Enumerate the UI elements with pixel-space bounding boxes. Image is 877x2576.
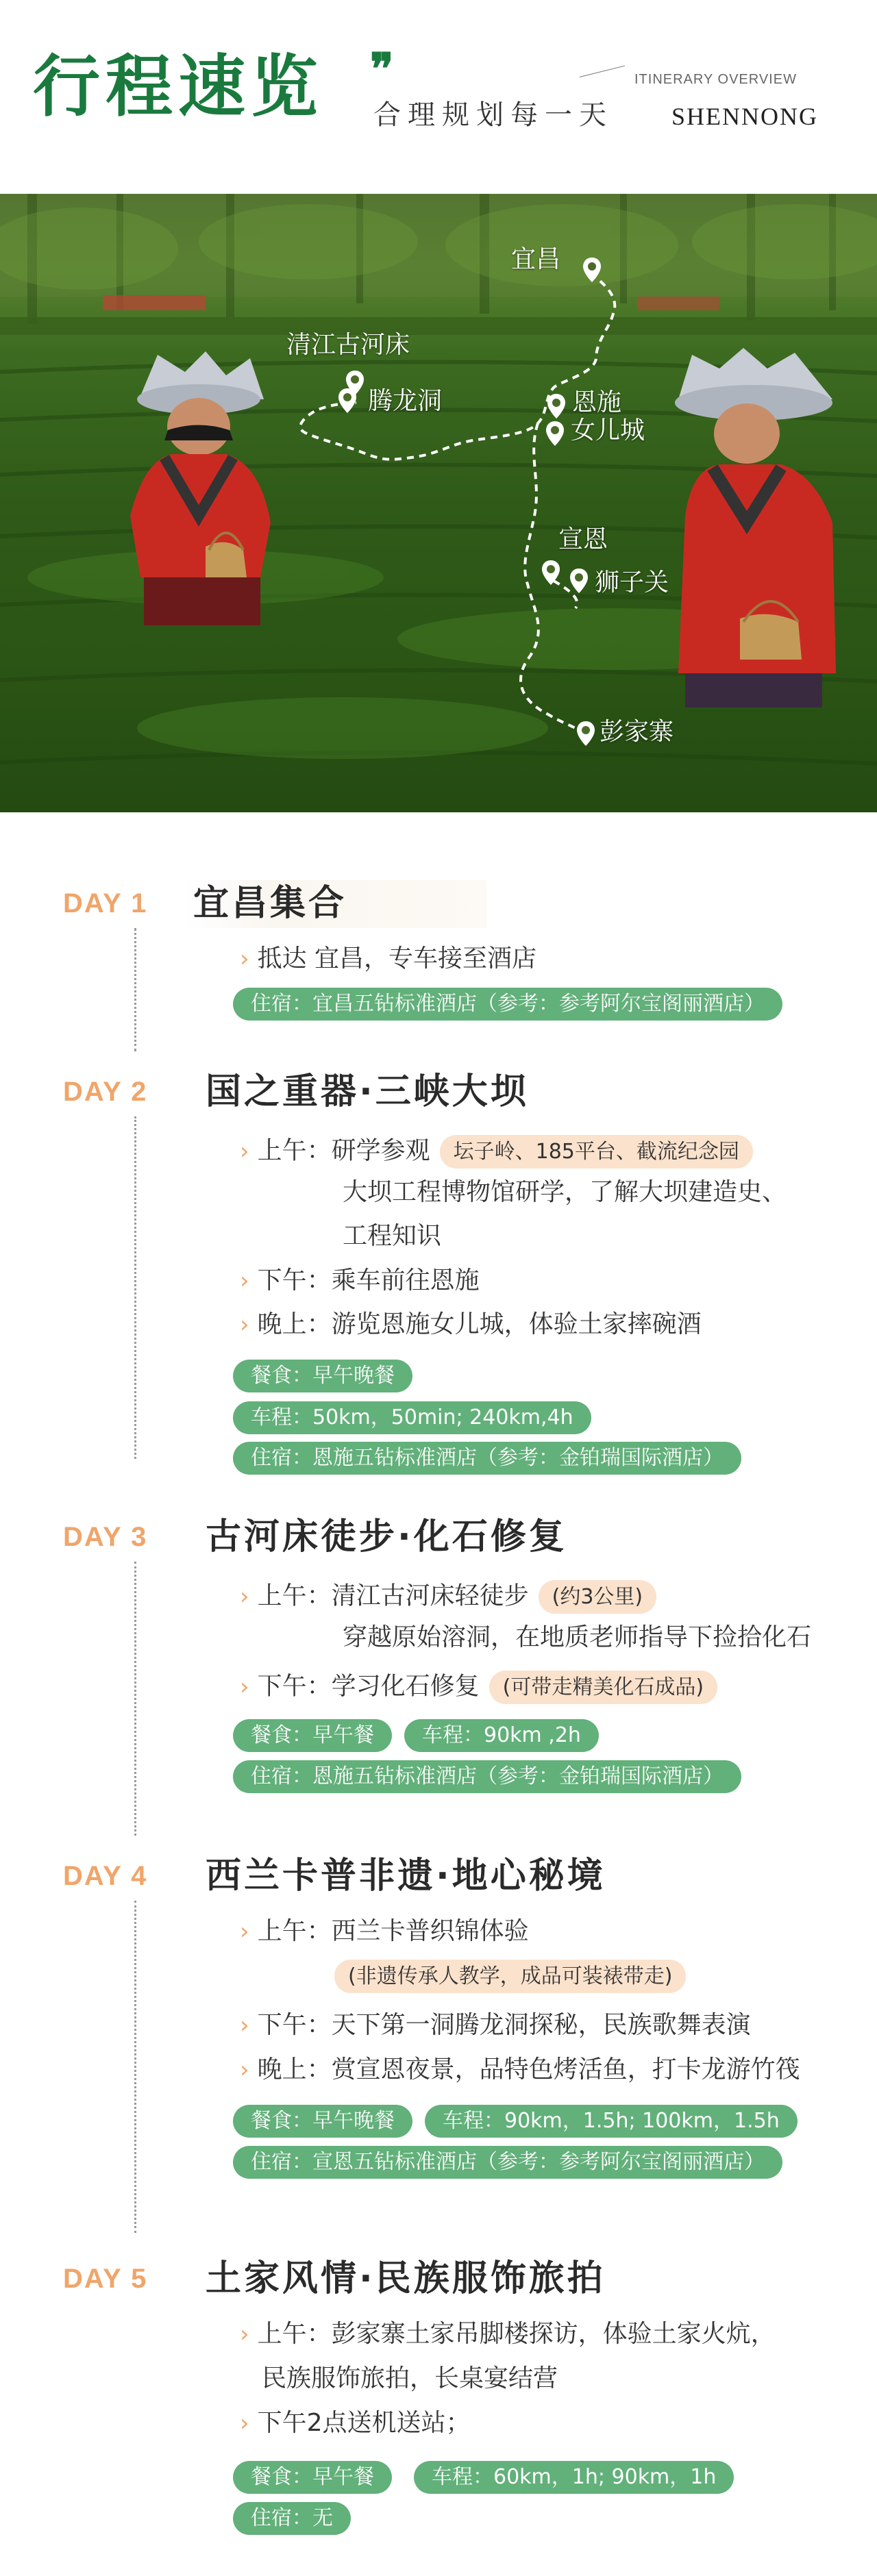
map-label-shiziguan: 狮子关 <box>595 568 669 597</box>
day-3-tag: DAY 3 <box>63 1522 148 1552</box>
day-2-line-3: 工程知识 <box>343 1222 442 1250</box>
page-header <box>0 0 877 194</box>
day-4-meals-pill: 餐食：早午晚餐 <box>233 2105 412 2138</box>
map-pin-icon <box>569 567 589 595</box>
map-label-qingjiang: 清江古河床 <box>286 331 410 359</box>
day-2-tag: DAY 2 <box>63 1077 148 1107</box>
map-label-tenglong: 腾龙洞 <box>368 387 443 415</box>
day-2-line-1: › 上午：研学参观 坛子岭、185平台、截流纪念园 <box>240 1135 753 1168</box>
day-4-transit-pill: 车程：90km，1.5h; 100km，1.5h <box>425 2105 798 2138</box>
map-label-xuanen: 宣恩 <box>558 525 608 553</box>
map-label-enshi: 恩施 <box>572 388 622 416</box>
day-3-fossil-tag: (可带走精美化石成品) <box>489 1671 717 1704</box>
day-3-meals-pill: 餐食：早午餐 <box>233 1719 392 1752</box>
quote-icon: ❞ <box>370 44 394 95</box>
page-title: 行程速览 <box>33 48 324 126</box>
day-5-line-2: 民族服饰旅拍，长桌宴结营 <box>262 2364 558 2392</box>
map-label-pengjiazhai: 彭家寨 <box>600 718 674 746</box>
day-3-line-3: › 下午：学习化石修复 (可带走精美化石成品) <box>240 1671 717 1704</box>
day-2-line-5: › 晚上：游览恩施女儿城，体验土家摔碗酒 <box>240 1310 702 1338</box>
brand-name: SHENNONG <box>671 103 818 130</box>
day-2-transit-pill: 车程：50km，50min; 240km,4h <box>233 1401 591 1434</box>
day-5-title: 土家风情·民族服饰旅拍 <box>206 2258 606 2299</box>
divider-line <box>580 66 625 77</box>
day-1-line-1: › 抵达 宜昌，专车接至酒店 <box>240 945 537 973</box>
right-figure <box>675 348 836 708</box>
arrow-icon: › <box>240 1582 249 1610</box>
arrow-icon: › <box>240 1673 249 1701</box>
arrow-icon: › <box>240 2321 249 2348</box>
map-pin-icon <box>337 387 358 414</box>
arrow-icon: › <box>240 1918 249 1945</box>
day-2-line-4: › 下午：乘车前往恩施 <box>240 1266 480 1295</box>
day-5-line-1: › 上午：彭家寨土家吊脚楼探访，体验土家火炕， <box>240 2320 776 2348</box>
map-label-yichang: 宜昌 <box>511 245 561 273</box>
arrow-icon: › <box>240 2410 249 2437</box>
arrow-icon: › <box>240 2056 249 2084</box>
day-3-line-1: › 上午：清江古河床轻徒步 (约3公里) <box>240 1580 656 1614</box>
day-2-spots-tag: 坛子岭、185平台、截流纪念园 <box>440 1135 753 1168</box>
day-1-title: 宜昌集合 <box>193 883 347 924</box>
map-pin-icon <box>541 559 561 586</box>
map-pin-icon <box>576 720 596 747</box>
day-4-tag: DAY 4 <box>63 1861 148 1891</box>
arrow-icon: › <box>240 2012 249 2039</box>
arrow-icon: › <box>240 1267 249 1295</box>
day-4-note: (非遗传承人教学，成品可装裱带走) <box>334 1960 686 1993</box>
map-pin-icon <box>546 392 567 420</box>
day-1-lodging-pill: 住宿：宜昌五钻标准酒店（参考：参考阿尔宝阁丽酒店） <box>233 988 782 1021</box>
day-4-line-1: › 上午：西兰卡普织锦体验 <box>240 1917 529 1945</box>
route-map-illustration <box>0 194 877 812</box>
left-figure <box>130 351 271 625</box>
day-5-meals-pill: 餐食：早午餐 <box>233 2461 392 2494</box>
map-pin-icon <box>545 420 565 447</box>
day-4-title: 西兰卡普非遗·地心秘境 <box>206 1855 606 1897</box>
day-5-transit-pill: 车程：60km，1h; 90km，1h <box>414 2461 734 2494</box>
day-3-lodging-pill: 住宿：恩施五钻标准酒店（参考：金铂瑞国际酒店） <box>233 1760 741 1793</box>
arrow-icon: › <box>240 1311 249 1338</box>
day-5-line-3: › 下午2点送机送站； <box>240 2409 471 2437</box>
day-3-transit-pill: 车程：90km ,2h <box>404 1719 599 1752</box>
map-label-nuercheng: 女儿城 <box>571 416 645 445</box>
day-5-tag: DAY 5 <box>63 2264 148 2294</box>
day-2-line-2: 大坝工程博物馆研学，了解大坝建造史、 <box>343 1178 787 1206</box>
day-2-lodging-pill: 住宿：恩施五钻标准酒店（参考：金铂瑞国际酒店） <box>233 1442 741 1475</box>
day-3-distance-tag: (约3公里) <box>539 1580 657 1614</box>
day-2-title: 国之重器·三峡大坝 <box>206 1071 529 1112</box>
day-2-meals-pill: 餐食：早午晚餐 <box>233 1360 412 1392</box>
day-3-line-2: 穿越原始溶洞，在地质老师指导下捡拾化石 <box>343 1623 812 1651</box>
arrow-icon: › <box>240 1137 249 1165</box>
arrow-icon: › <box>240 945 249 973</box>
day-4-line-3: › 晚上：赏宣恩夜景，品特色烤活鱼，打卡龙游竹筏 <box>240 2055 800 2084</box>
page-subtitle: 合理规划每一天 <box>373 99 613 131</box>
day-4-lodging-pill: 住宿：宣恩五钻标准酒店（参考：参考阿尔宝阁丽酒店） <box>233 2146 782 2179</box>
day-1-tag: DAY 1 <box>63 888 148 918</box>
day-3-title: 古河床徒步·化石修复 <box>206 1516 567 1558</box>
map-pin-icon <box>582 256 602 284</box>
route-map-photo <box>0 194 877 812</box>
english-subtitle: ITINERARY OVERVIEW <box>634 72 797 87</box>
day-4-line-2: › 下午：天下第一洞腾龙洞探秘，民族歌舞表演 <box>240 2011 751 2039</box>
day-5-lodging-pill: 住宿：无 <box>233 2502 351 2535</box>
